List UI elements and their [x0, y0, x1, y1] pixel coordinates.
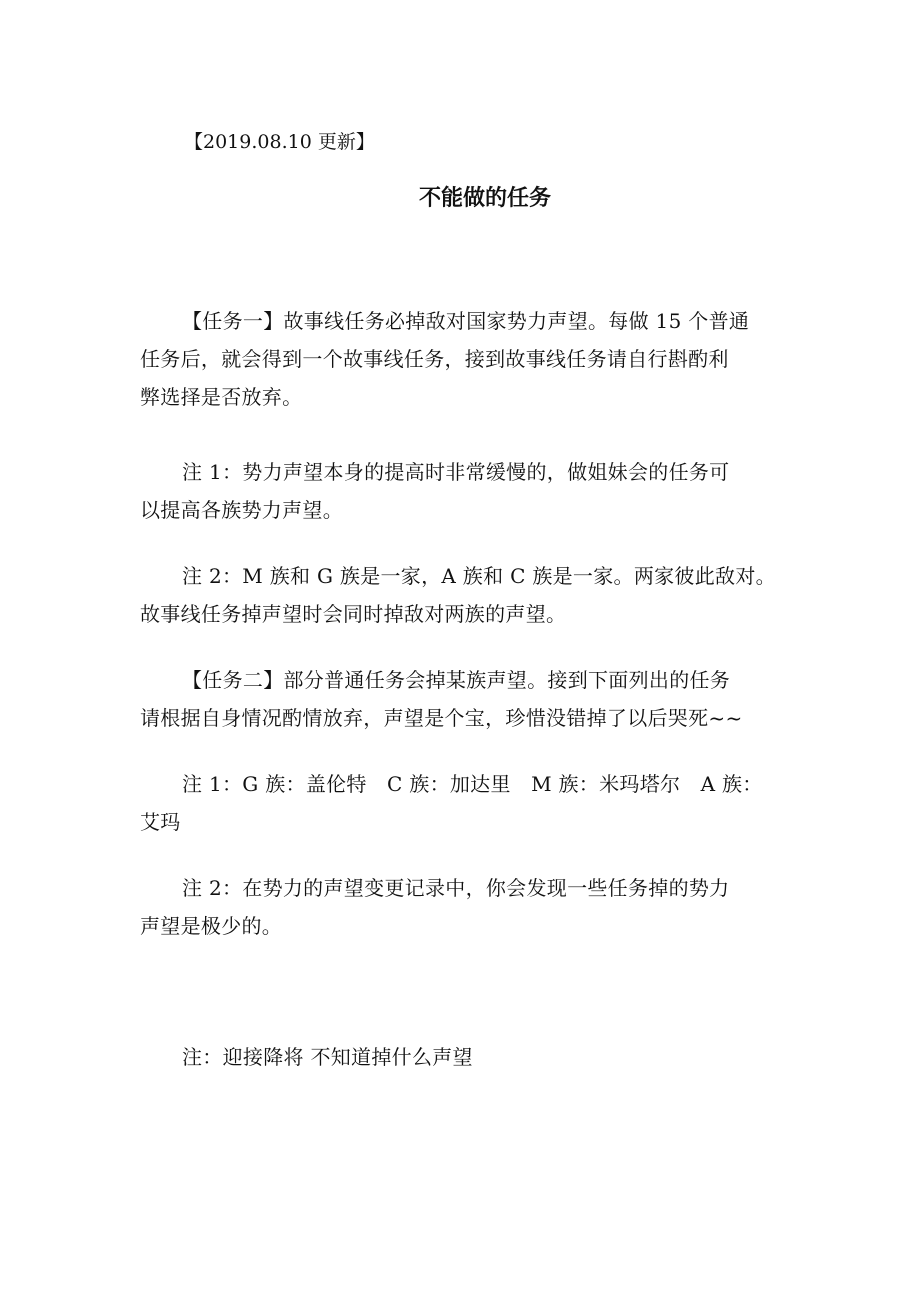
- paragraph-line: 弊选择是否放弃。: [140, 385, 303, 409]
- paragraph-line: 注 1：势力声望本身的提高时非常缓慢的，做姐妹会的任务可: [182, 460, 730, 484]
- paragraph-final-note: [140, 1038, 780, 1076]
- paragraph-line: 注：迎接降将 不知道掉什么声望: [182, 1045, 473, 1069]
- paragraph-task-two: [140, 661, 780, 737]
- update-note: 【2019.08.10 更新】: [184, 131, 375, 153]
- paragraph-reputation-note: [140, 869, 780, 945]
- paragraph-line: 注 1：G 族：盖伦特 C 族：加达里 M 族：米玛塔尔 A 族：: [182, 772, 763, 796]
- paragraph-line: 艾玛: [140, 810, 181, 834]
- paragraph-line: 注 2：M 族和 G 族是一家，A 族和 C 族是一家。两家彼此敌对。: [182, 564, 776, 588]
- paragraph-line: 以提高各族势力声望。: [140, 498, 343, 522]
- paragraph-line: 注 2：在势力的声望变更记录中，你会发现一些任务掉的势力: [182, 876, 730, 900]
- paragraph-line: 故事线任务掉声望时会同时掉敌对两族的声望。: [140, 602, 567, 626]
- paragraph-line: 任务后，就会得到一个故事线任务，接到故事线任务请自行斟酌利: [140, 347, 729, 371]
- paragraph-task-one: [140, 302, 780, 416]
- paragraph-line: 【任务一】故事线任务必掉敌对国家势力声望。每做 15 个普通: [182, 309, 750, 333]
- paragraph-note-2: [140, 557, 780, 633]
- paragraph-line: 请根据自身情况酌情放弃，声望是个宝，珍惜没错掉了以后哭死~~: [140, 706, 743, 730]
- paragraph-faction-note: [140, 765, 780, 841]
- paragraph-note-1: [140, 453, 780, 529]
- paragraph-line: 声望是极少的。: [140, 914, 283, 938]
- page-title: 不能做的任务: [418, 186, 551, 211]
- paragraph-line: 【任务二】部分普通任务会掉某族声望。接到下面列出的任务: [182, 668, 731, 692]
